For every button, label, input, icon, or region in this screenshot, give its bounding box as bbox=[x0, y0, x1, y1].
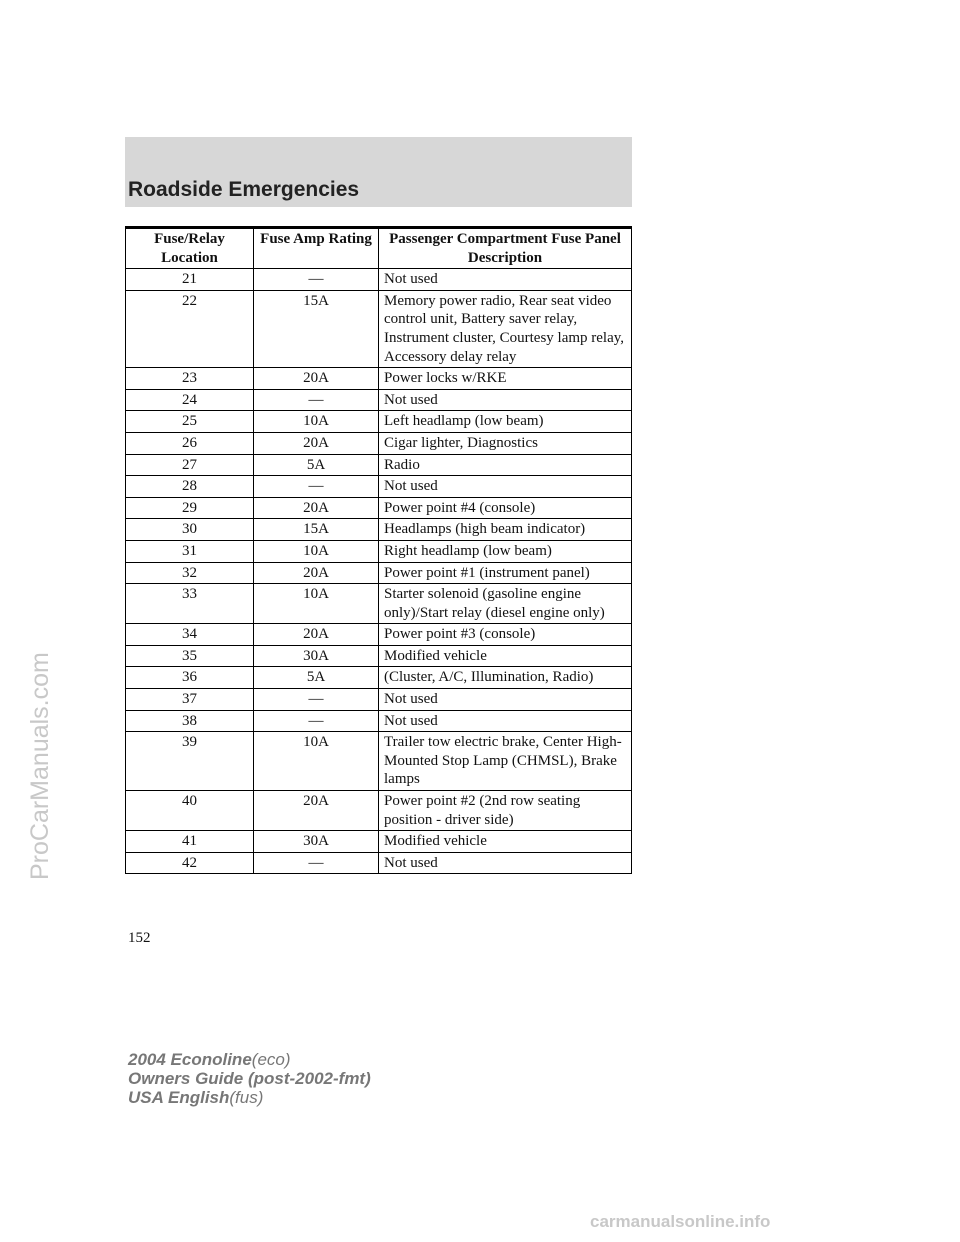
table-row bbox=[126, 497, 632, 519]
fuse-rating-cell: 20A bbox=[254, 562, 379, 584]
fuse-description-cell: Power point #4 (console) bbox=[379, 497, 632, 519]
header-location: Fuse/Relay Location bbox=[126, 228, 254, 269]
fuse-rating-cell: 20A bbox=[254, 624, 379, 646]
fuse-rating-cell: — bbox=[254, 689, 379, 711]
table-row bbox=[126, 411, 632, 433]
fuse-description-cell: Power locks w/RKE bbox=[379, 368, 632, 390]
table-row bbox=[126, 476, 632, 498]
table-row bbox=[126, 689, 632, 711]
footer-model-code: (eco) bbox=[251, 1050, 291, 1069]
fuse-location-cell: 34 bbox=[126, 624, 254, 646]
table-row bbox=[126, 454, 632, 476]
table-row bbox=[126, 584, 632, 624]
fuse-rating-cell: 20A bbox=[254, 791, 379, 831]
table-header-row bbox=[126, 228, 632, 269]
fuse-description-cell: Modified vehicle bbox=[379, 831, 632, 853]
table-row bbox=[126, 645, 632, 667]
fuse-location-cell: 41 bbox=[126, 831, 254, 853]
fuse-description-cell: Power point #2 (2nd row seating position - driver side) bbox=[379, 791, 632, 831]
table-row bbox=[126, 710, 632, 732]
fuse-location-cell: 26 bbox=[126, 432, 254, 454]
bottom-watermark: carmanualsonline.info bbox=[590, 1212, 771, 1231]
fuse-location-cell: 25 bbox=[126, 411, 254, 433]
fuse-location-cell: 22 bbox=[126, 290, 254, 367]
fuse-description-cell: Not used bbox=[379, 689, 632, 711]
fuse-rating-cell: — bbox=[254, 269, 379, 291]
fuse-description-cell: Cigar lighter, Diagnostics bbox=[379, 432, 632, 454]
footer-language-code: (fus) bbox=[229, 1088, 264, 1107]
fuse-description-cell: Headlamps (high beam indicator) bbox=[379, 519, 632, 541]
footer-model: 2004 Econoline bbox=[128, 1050, 252, 1069]
fuse-location-cell: 23 bbox=[126, 368, 254, 390]
header-rating: Fuse Amp Rating bbox=[254, 228, 379, 269]
fuse-location-cell: 36 bbox=[126, 667, 254, 689]
table-row bbox=[126, 791, 632, 831]
fuse-location-cell: 38 bbox=[126, 710, 254, 732]
fuse-description-cell: (Cluster, A/C, Illumination, Radio) bbox=[379, 667, 632, 689]
fuse-rating-cell: 10A bbox=[254, 584, 379, 624]
fuse-rating-cell: 10A bbox=[254, 732, 379, 791]
fuse-rating-cell: 30A bbox=[254, 645, 379, 667]
table-row bbox=[126, 852, 632, 874]
table-row bbox=[126, 519, 632, 541]
fuse-location-cell: 30 bbox=[126, 519, 254, 541]
fuse-rating-cell: 20A bbox=[254, 497, 379, 519]
fuse-rating-cell: 20A bbox=[254, 368, 379, 390]
fuse-rating-cell: 15A bbox=[254, 290, 379, 367]
fuse-location-cell: 31 bbox=[126, 540, 254, 562]
fuse-description-cell: Power point #1 (instrument panel) bbox=[379, 562, 632, 584]
fuse-rating-cell: — bbox=[254, 476, 379, 498]
fuse-location-cell: 24 bbox=[126, 389, 254, 411]
fuse-location-cell: 29 bbox=[126, 497, 254, 519]
fuse-description-cell: Left headlamp (low beam) bbox=[379, 411, 632, 433]
fuse-description-cell: Trailer tow electric brake, Center High-Mounted Stop Lamp (CHMSL), Brake lamps bbox=[379, 732, 632, 791]
footer-guide: Owners Guide (post-2002-fmt) bbox=[128, 1069, 371, 1088]
fuse-description-cell: Not used bbox=[379, 389, 632, 411]
fuse-rating-cell: 5A bbox=[254, 667, 379, 689]
fuse-description-cell: Memory power radio, Rear seat video control unit, Battery saver relay, Instrument cluster, Courtesy lamp relay, Accessory delay relay bbox=[379, 290, 632, 367]
fuse-description-cell: Not used bbox=[379, 269, 632, 291]
fuse-description-cell: Right headlamp (low beam) bbox=[379, 540, 632, 562]
fuse-location-cell: 28 bbox=[126, 476, 254, 498]
fuse-location-cell: 21 bbox=[126, 269, 254, 291]
document-footer bbox=[128, 1050, 371, 1107]
fuse-rating-cell: 10A bbox=[254, 540, 379, 562]
fuse-location-cell: 40 bbox=[126, 791, 254, 831]
header-description: Passenger Compartment Fuse Panel Description bbox=[379, 228, 632, 269]
fuse-description-cell: Modified vehicle bbox=[379, 645, 632, 667]
table-row bbox=[126, 290, 632, 367]
fuse-description-cell: Starter solenoid (gasoline engine only)/Start relay (diesel engine only) bbox=[379, 584, 632, 624]
fuse-rating-cell: 5A bbox=[254, 454, 379, 476]
fuse-rating-cell: — bbox=[254, 710, 379, 732]
page-number: 152 bbox=[128, 930, 151, 946]
table-row bbox=[126, 540, 632, 562]
table-row bbox=[126, 269, 632, 291]
table-row bbox=[126, 389, 632, 411]
fuse-description-cell: Not used bbox=[379, 710, 632, 732]
table-row bbox=[126, 831, 632, 853]
side-watermark: ProCarManuals.com bbox=[26, 652, 54, 880]
fuse-rating-cell: — bbox=[254, 389, 379, 411]
fuse-rating-cell: 30A bbox=[254, 831, 379, 853]
fuse-rating-cell: — bbox=[254, 852, 379, 874]
fuse-rating-cell: 10A bbox=[254, 411, 379, 433]
fuse-location-cell: 37 bbox=[126, 689, 254, 711]
fuse-location-cell: 39 bbox=[126, 732, 254, 791]
fuse-location-cell: 35 bbox=[126, 645, 254, 667]
table-row bbox=[126, 562, 632, 584]
fuse-description-cell: Not used bbox=[379, 852, 632, 874]
fuse-table bbox=[125, 226, 632, 874]
fuse-rating-cell: 20A bbox=[254, 432, 379, 454]
table-row bbox=[126, 667, 632, 689]
fuse-description-cell: Not used bbox=[379, 476, 632, 498]
table-row bbox=[126, 432, 632, 454]
table-row bbox=[126, 624, 632, 646]
section-title: Roadside Emergencies bbox=[128, 178, 360, 201]
fuse-description-cell: Radio bbox=[379, 454, 632, 476]
table-row bbox=[126, 732, 632, 791]
fuse-location-cell: 33 bbox=[126, 584, 254, 624]
fuse-location-cell: 32 bbox=[126, 562, 254, 584]
fuse-location-cell: 42 bbox=[126, 852, 254, 874]
fuse-rating-cell: 15A bbox=[254, 519, 379, 541]
fuse-location-cell: 27 bbox=[126, 454, 254, 476]
table-row bbox=[126, 368, 632, 390]
footer-language: USA English bbox=[128, 1088, 230, 1107]
table-body bbox=[126, 269, 632, 874]
fuse-description-cell: Power point #3 (console) bbox=[379, 624, 632, 646]
